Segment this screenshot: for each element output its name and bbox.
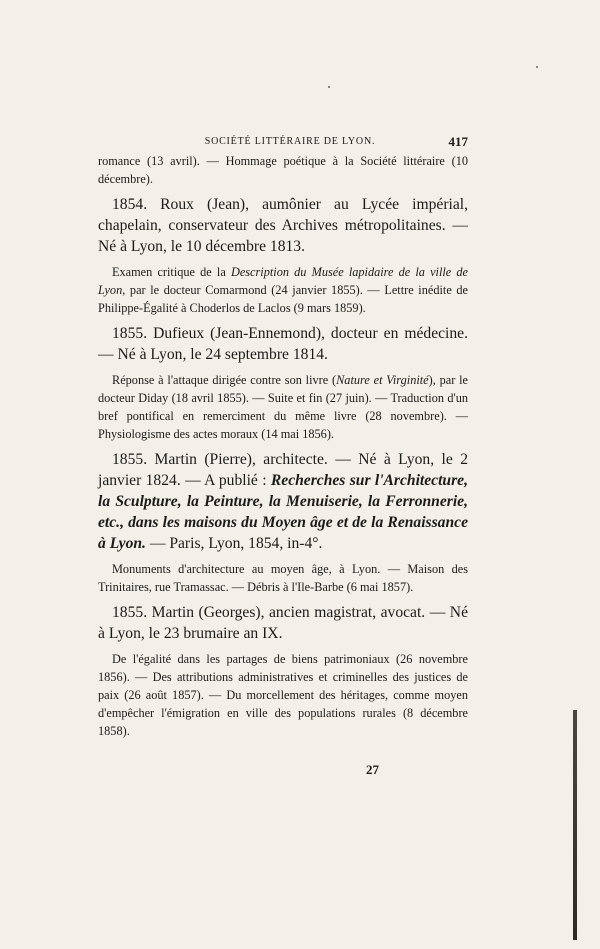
entry-martin-pierre-notes: Monuments d'architecture au moyen âge, à Lyon. — Maison des Trinitaires, rue Tramassac. — Débris à l'Ile-Barbe (6 mai 1857). bbox=[98, 562, 468, 594]
entry-martin-georges-notes: De l'égalité dans les partages de biens patrimoniaux (26 novembre 1856). — Des attributions administratives et criminelles des justices de paix (26 août 1857). — Du morcellement des héritages, comme moyen d'empêcher l'émigration en ville des populations rurales (8 décembre 1858). bbox=[98, 652, 468, 738]
running-title: SOCIÉTÉ LITTÉRAIRE DE LYON. bbox=[204, 136, 376, 147]
notes-text: Examen critique de la bbox=[112, 265, 231, 279]
page-number: 417 bbox=[448, 134, 468, 149]
entry-roux-heading: 1854. Roux (Jean), aumônier au Lycée impérial, chapelain, conservateur des Archives métropolitaines. — Né à Lyon, le 10 décembre 1813. bbox=[98, 196, 468, 255]
heading-text: — Paris, Lyon, 1854, in-4°. bbox=[145, 535, 323, 552]
paper-speck bbox=[536, 66, 538, 68]
notes-work-title: Description du Musée lapidaire de la ville de Lyon bbox=[98, 265, 469, 297]
binding-edge-mark bbox=[573, 710, 577, 940]
entry-dufieux-notes bbox=[98, 371, 468, 443]
signature-mark: 27 bbox=[366, 762, 379, 777]
paper-speck bbox=[328, 86, 330, 88]
notes-text: ), par le docteur Diday (18 avril 1855). — Suite et fin (27 juin). — Traduction d'un bref pontifical en remerciment du même livre (28 novembre). — Physiologisme des actes moraux (14 mai 1856). bbox=[98, 373, 468, 441]
entry-dufieux-heading: 1855. Dufieux (Jean-Ennemond), docteur en médecine. — Né à Lyon, le 24 septembre 1814. bbox=[98, 325, 468, 363]
entry-roux-notes bbox=[98, 263, 468, 317]
continuation-paragraph: romance (13 avril). — Hommage poétique à la Société littéraire (10 décembre). bbox=[98, 154, 468, 186]
notes-work-title: Nature et Virginité bbox=[336, 373, 429, 387]
entry-martin-georges-heading: 1855. Martin (Georges), ancien magistrat, avocat. — Né à Lyon, le 23 brumaire an IX. bbox=[98, 604, 468, 642]
entry-martin-pierre-heading bbox=[98, 449, 468, 554]
heading-text: 1855. Martin (Pierre), architecte. — Né à Lyon, le 2 janvier 1824. — A publié : bbox=[98, 451, 468, 489]
page-body bbox=[98, 152, 468, 740]
publication-title: Recherches sur l'Architecture, la Sculpture, la Peinture, la Menuiserie, la Ferronnerie, etc., dans les maisons du Moyen âge et de la Renaissance à Lyon. bbox=[98, 472, 468, 552]
notes-text: Réponse à l'attaque dirigée contre son livre ( bbox=[112, 373, 337, 387]
notes-text: , par le docteur Comarmond (24 janvier 1855). — Lettre inédite de Philippe-Égalité à Choderlos de Laclos (9 mars 1859). bbox=[98, 283, 468, 315]
